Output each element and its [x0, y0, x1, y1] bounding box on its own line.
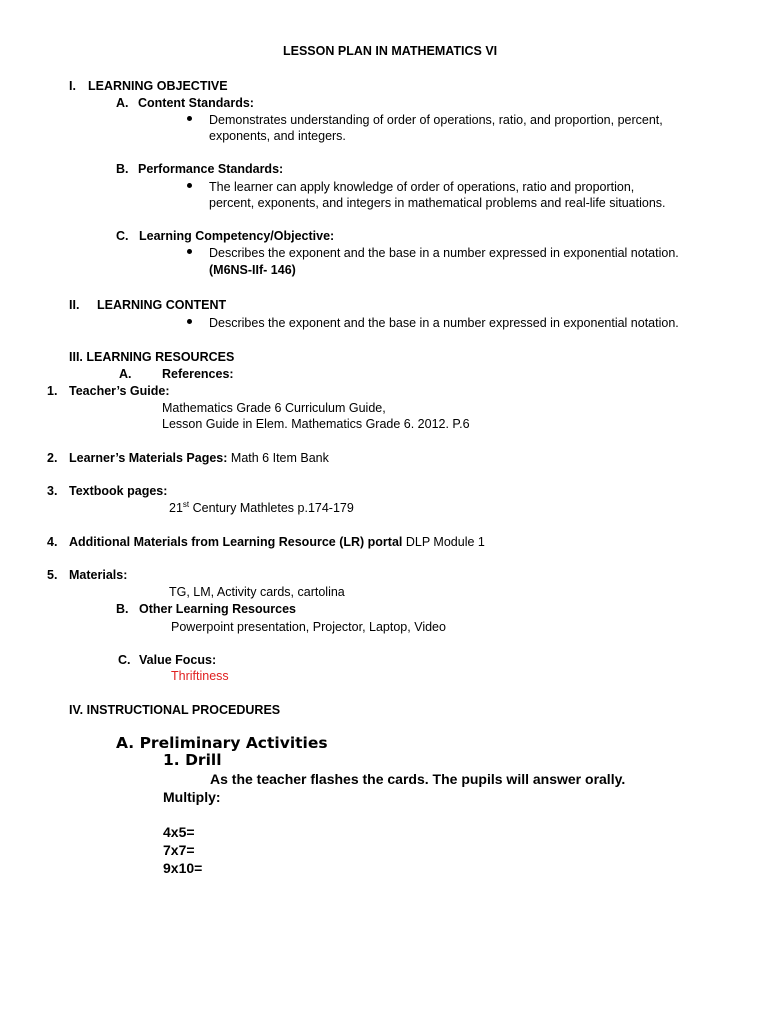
drill-instruction: As the teacher flashes the cards. The pupils will answer orally.: [210, 771, 626, 787]
section-1-number: I.: [69, 79, 76, 93]
materials-heading: Materials:: [69, 568, 128, 582]
additional-materials-heading: Additional Materials from Learning Resource (LR) portal: [69, 535, 403, 549]
bullet-icon: [187, 183, 192, 188]
textbook-title: Century Mathletes p.174-179: [189, 501, 354, 515]
problem-2: 7x7=: [163, 842, 195, 858]
learners-materials-heading: [69, 450, 329, 466]
performance-standards-label: B.: [116, 162, 129, 176]
references-heading: References:: [162, 367, 234, 381]
content-standards-heading: Content Standards:: [138, 96, 254, 110]
learners-materials-heading-text: Learner’s Materials Pages:: [69, 451, 228, 465]
teachers-guide-line1: Mathematics Grade 6 Curriculum Guide,: [162, 401, 386, 415]
item-2-number: 2.: [47, 451, 58, 465]
content-standards-label: A.: [116, 96, 129, 110]
content-standards-text-line1: Demonstrates understanding of order of operations, ratio, and proportion, percent,: [209, 113, 663, 127]
other-resources-value: Powerpoint presentation, Projector, Laptop, Video: [171, 620, 446, 634]
learning-content-text: Describes the exponent and the base in a number expressed in exponential notation.: [209, 316, 679, 330]
other-resources-heading: Other Learning Resources: [139, 602, 296, 616]
competency-code: (M6NS-IIf- 146): [209, 263, 296, 277]
learning-competency-label: C.: [116, 229, 129, 243]
teachers-guide-heading: Teacher’s Guide:: [69, 384, 170, 398]
bullet-icon: [187, 116, 192, 121]
learners-materials-value: Math 6 Item Bank: [230, 451, 329, 465]
content-standards-text-line2: exponents, and integers.: [209, 129, 346, 143]
learning-competency-text: Describes the exponent and the base in a number expressed in exponential notation.: [209, 246, 679, 260]
performance-standards-text-line2: percent, exponents, and integers in mathematical problems and real-life situations.: [209, 196, 666, 210]
textbook-century-number: 21: [169, 501, 183, 515]
teachers-guide-line2: Lesson Guide in Elem. Mathematics Grade 6. 2012. P.6: [162, 417, 470, 431]
textbook-pages-heading: Textbook pages:: [69, 484, 168, 498]
value-focus-value: Thriftiness: [171, 669, 229, 683]
performance-standards-text-line1: The learner can apply knowledge of order of operations, ratio and proportion,: [209, 180, 635, 194]
value-focus-label: C.: [118, 653, 131, 667]
value-focus-heading: Value Focus:: [139, 653, 217, 667]
other-resources-label: B.: [116, 602, 129, 616]
multiply-label: Multiply:: [163, 789, 221, 805]
drill-heading: 1. Drill: [163, 751, 222, 769]
item-5-number: 5.: [47, 568, 58, 582]
item-3-number: 3.: [47, 484, 58, 498]
preliminary-activities-heading: A. Preliminary Activities: [116, 734, 328, 752]
textbook-century-suffix: st: [182, 499, 190, 509]
textbook-pages-value: [169, 500, 354, 516]
problem-3: 9x10=: [163, 860, 203, 876]
item-1-number: 1.: [47, 384, 58, 398]
materials-value: TG, LM, Activity cards, cartolina: [169, 585, 345, 599]
section-2-heading: LEARNING CONTENT: [97, 298, 227, 312]
section-3-heading: III. LEARNING RESOURCES: [69, 350, 235, 364]
additional-materials-row: [69, 534, 485, 550]
additional-materials-value: DLP Module 1: [405, 535, 485, 549]
item-2-row: [47, 450, 329, 466]
problem-1: 4x5=: [163, 824, 195, 840]
bullet-icon: [187, 319, 192, 324]
performance-standards-heading: Performance Standards:: [138, 162, 284, 176]
document-title: LESSON PLAN IN MATHEMATICS VI: [283, 44, 498, 58]
section-1-heading: LEARNING OBJECTIVE: [88, 79, 228, 93]
item-4-number: 4.: [47, 535, 58, 549]
section-4-heading: IV. INSTRUCTIONAL PROCEDURES: [69, 703, 281, 717]
section-2-number: II.: [69, 298, 80, 312]
bullet-icon: [187, 249, 192, 254]
learning-competency-heading: Learning Competency/Objective:: [139, 229, 335, 243]
references-label: A.: [119, 367, 132, 381]
